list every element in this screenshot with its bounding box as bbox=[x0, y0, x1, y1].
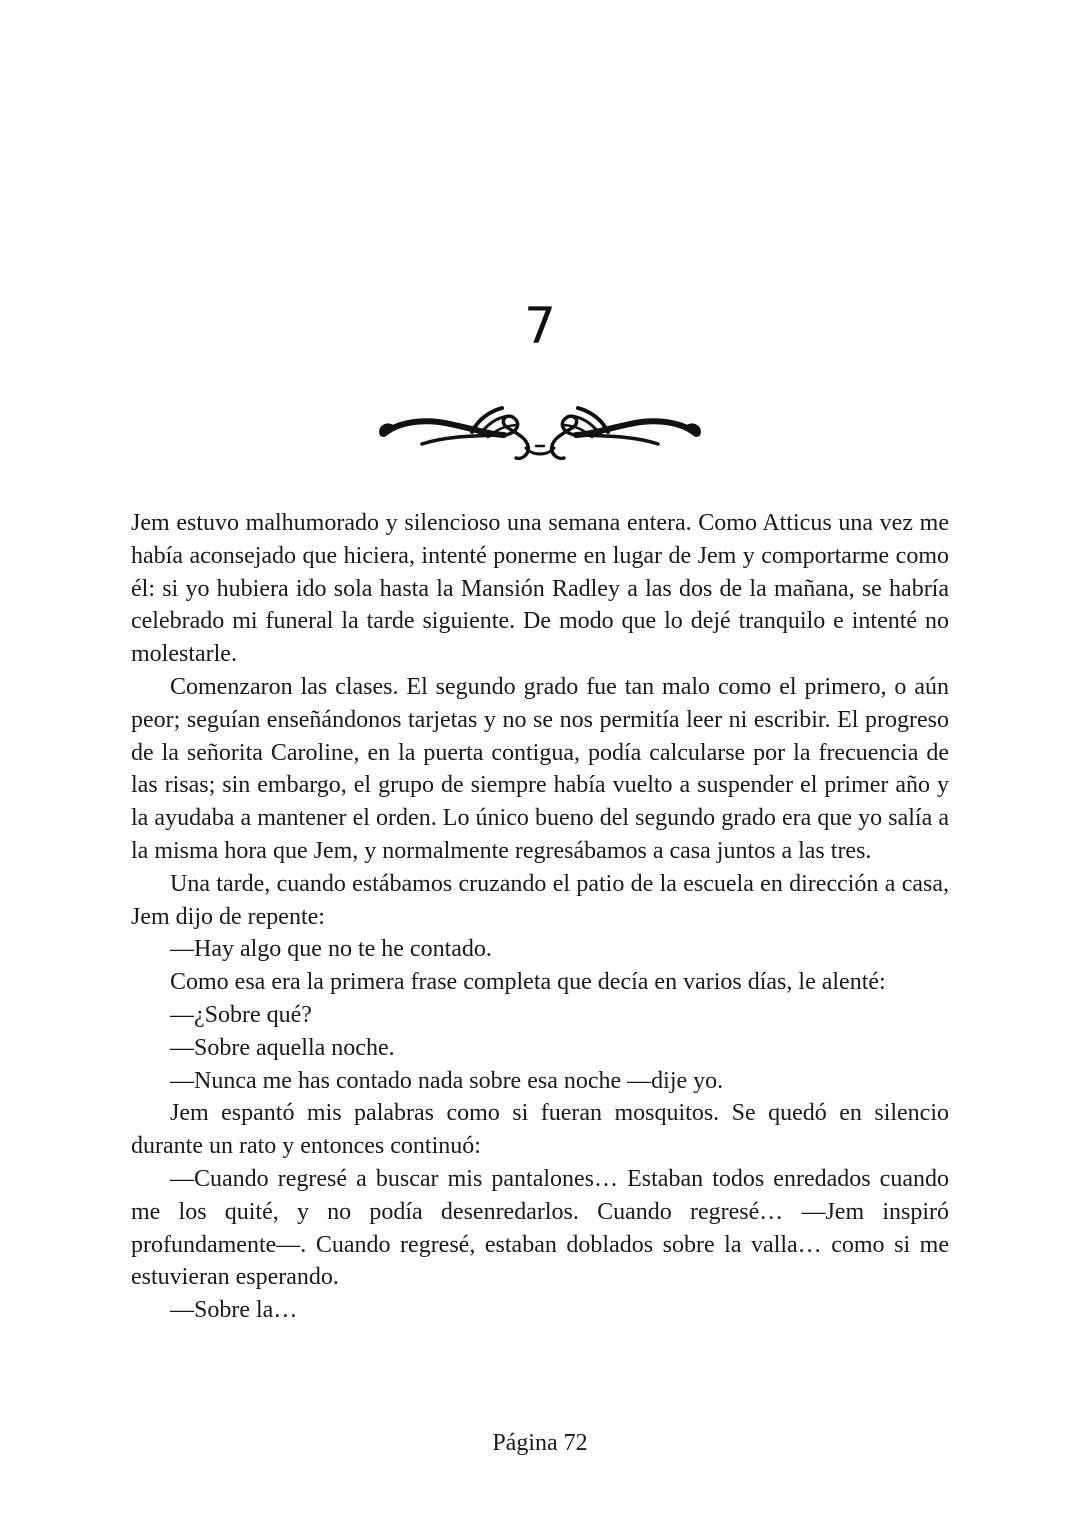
dialogue-line: —Nunca me has contado nada sobre esa noche —dije yo. bbox=[170, 1067, 724, 1094]
paragraph: Jem estuvo malhumorado y silencioso una semana entera. Como Atticus una vez me había aconsejado que hiciera, intenté ponerme en lugar de Jem y comportarme como él: si yo hubiera ido sola hasta la Mansión Radley a las dos de la mañana, se habría celebrado mi funeral la tarde siguiente. De modo que lo dejé tranquilo e intenté no molestarle. bbox=[131, 510, 949, 668]
paragraph: Una tarde, cuando estábamos cruzando el patio de la escuela en dirección a casa, Jem dijo de repente: bbox=[131, 870, 949, 930]
page-number: Página 72 bbox=[492, 1430, 588, 1456]
dialogue-line: —¿Sobre qué? bbox=[170, 1001, 312, 1028]
paragraph: Como esa era la primera frase completa que decía en varios días, le alenté: bbox=[170, 969, 886, 996]
chapter-number: 7 bbox=[524, 297, 556, 355]
chapter-body-text bbox=[131, 507, 949, 1327]
paragraph: Jem espantó mis palabras como si fueran mosquitos. Se quedó en silencio durante un rato y entonces continuó: bbox=[131, 1100, 949, 1160]
dialogue-line: —Hay algo que no te he contado. bbox=[170, 936, 492, 963]
dialogue-line: —Cuando regresé a buscar mis pantalones… Estaban todos enredados cuando me los quité, y no podía desenredarlos. Cuando regresé… —Jem inspiró profundamente—. Cuando regresé, estaban doblados sobre la valla… como si me estuvieran esperando. bbox=[131, 1165, 949, 1291]
dialogue-line: —Sobre la… bbox=[170, 1297, 298, 1324]
paragraph: Comenzaron las clases. El segundo grado fue tan malo como el primero, o aún peor; seguían enseñándonos tarjetas y no se nos permitía leer ni escribir. El progreso de la señorita Caroline, en la puerta contigua, podía calcularse por la frecuencia de las risas; sin embargo, el grupo de siempre había vuelto a suspender el primer año y la ayudaba a mantener el orden. Lo único bueno del segundo grado era que yo salía a la misma hora que Jem, y normalmente regresábamos a casa juntos a las tres. bbox=[131, 673, 949, 864]
dialogue-line: —Sobre aquella noche. bbox=[170, 1034, 395, 1061]
flourish-ornament-icon bbox=[376, 394, 704, 468]
